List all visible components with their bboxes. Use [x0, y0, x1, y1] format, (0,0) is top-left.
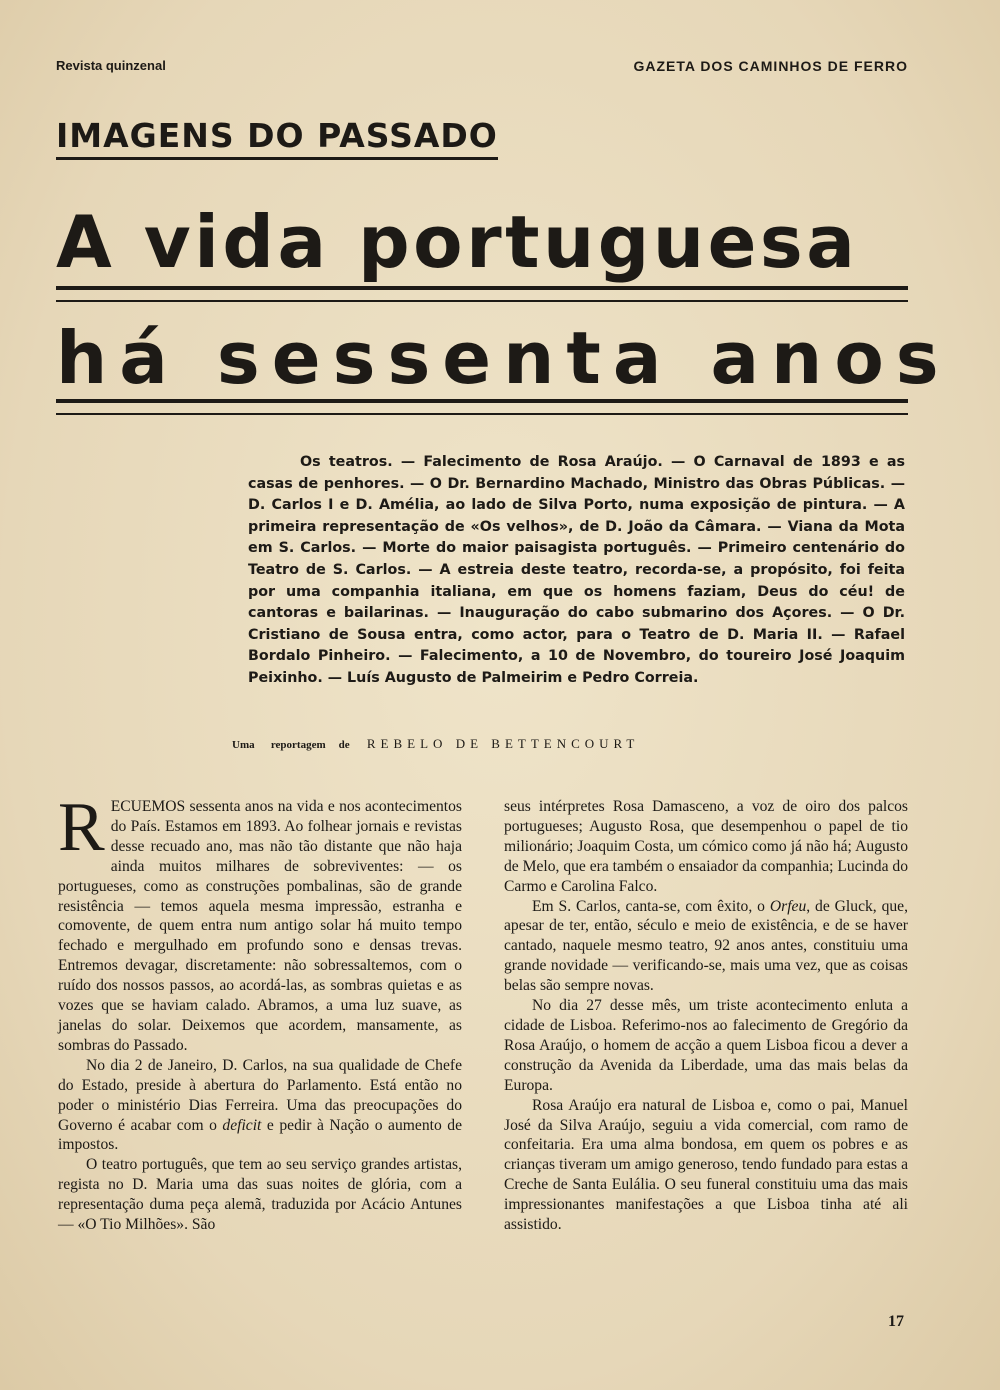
byline-prefix-1: Uma	[232, 739, 255, 751]
paragraph-text: No dia 2 de Janeiro, D. Carlos, na sua qualidade de Chefe do Estado, preside à abertura do Parlamento. Está então no poder o ministério Dias Ferreira. Uma das preocupações do Governo é acabar com o	[58, 1056, 462, 1134]
paragraph	[504, 897, 908, 997]
paragraph-text: e pedir à Nação o aumento de impostos.	[58, 1116, 462, 1154]
section-kicker: IMAGENS DO PASSADO	[56, 116, 498, 160]
paragraph: seus intérpretes Rosa Damasceno, a voz de oiro dos palcos portugueses; Augusto Rosa, que desempenhou o papel de tio milionário; Joaquim Costa, um cómico como já não há; Augusto de Melo, que era também o ensaiador da companhia; Lucinda do Carmo e Carolina Falco.	[504, 798, 908, 895]
emphasis: Orfeu	[769, 897, 807, 915]
summary-text: Os teatros. — Falecimento de Rosa Araújo. — O Carnaval de 1893 e as casas de penhores. — O Dr. Bernardino Machado, Ministro das Obras Públicas. — D. Carlos I e D. Amélia, ao lado de Silva Porto, numa exposição de pintura. — A primeira representação de «Os velhos», de D. João da Câmara. — Viana da Mota em S. Carlos. — Morte do maior paisagista português. — Primeiro centenário do Teatro de S. Carlos. — A estreia deste teatro, recorda-se, a propósito, foi feita por uma companhia italiana, em que os homens faziam, Deus do céu! de cantoras e bailarinas. — Inauguração do cabo submarino dos Açores. — O Dr. Cristiano de Sousa entra, como actor, para o Teatro de D. Maria II. — Rafael Bordalo Pinheiro. — Falecimento, a 10 de Novembro, do toureiro José Joaquim Peixinho. — Luís Augusto de Palmeirim e Pedro Correia.	[248, 454, 905, 686]
body-column-right	[504, 797, 908, 1235]
running-head	[56, 58, 908, 78]
page-number: 17	[888, 1313, 904, 1330]
byline-prefix-2: reportagem	[270, 739, 326, 751]
byline-prefix-3: de	[338, 739, 350, 751]
paragraph: No dia 27 desse mês, um triste acontecimento enluta a cidade de Lisboa. Referimo-nos ao falecimento de Gregório da Rosa Araújo, o homem de acção a quem Lisboa ficou a dever a construção da Avenida da Liberdade, uma das mais belas da Europa.	[504, 997, 908, 1094]
byline-author: REBELO DE BETTENCOURT	[366, 736, 640, 751]
paragraph-text: Em S. Carlos, canta-se, com êxito, o	[532, 897, 770, 915]
emphasis: deficit	[222, 1116, 262, 1134]
article-summary	[248, 452, 905, 690]
paragraph	[58, 789, 462, 1056]
paragraph-text: sessenta anos na vida e nos acontecimentos do País. Estamos em 1893. Ao folhear jornais e revistas desse recuado ano, mas não tão distante que não haja ainda muitos milhares de sobreviventes: — os portugueses, como as construções pombalinas, são de grande resistência — temos aquela mesma impressão, estranha e comovente, de quem entra num antigo solar há muito tempo fechado e mergulhado em profundo sono e densas trevas. Entremos devagar, discretamente: não sobressaltemos, com o ruído dos nossos passos, ao acordá-las, as sombras quietas e as vozes que se haviam calado. Abramos, a uma luz suave, as janelas do solar. Deixemos que acordem, mansamente, as sombras do Passado.	[58, 798, 462, 1054]
drop-cap: R	[58, 789, 105, 866]
headline-line-1: A vida portuguesa	[56, 200, 859, 284]
headline-rule-bottom	[56, 399, 908, 415]
byline	[232, 736, 639, 752]
paragraph: Rosa Araújo era natural de Lisboa e, como o pai, Manuel José da Silva Araújo, seguiu a vida comercial, com ramo de confeitaria. Era uma alma bondosa, em quem os pobres e as crianças tiveram um amigo generoso, tendo fundado para estas a Creche de Santa Eulália. O seu funeral constituiu uma das mais impressionantes manifestações a que Lisboa tinha até ali assistido.	[504, 1096, 908, 1234]
paragraph: O teatro português, que tem ao seu serviço grandes artistas, regista no D. Maria uma das suas noites de glória, com a representação duma peça alemã, traduzida por Acácio Antunes — «O Tio Milhões». São	[58, 1156, 462, 1234]
paragraph	[58, 1056, 462, 1156]
headline-rule-top	[56, 286, 908, 302]
body-column-left	[58, 789, 462, 1235]
publication-title: GAZETA DOS CAMINHOS DE FERRO	[633, 58, 908, 74]
headline-line-2: há sessenta anos	[56, 316, 951, 400]
publication-frequency: Revista quinzenal	[56, 58, 166, 73]
lead-caps: ECUEMOS	[110, 798, 186, 815]
paragraph-text: , de Gluck, que, apesar de ter, então, século e meio de existência, e de se haver cantado, naquele mesmo teatro, 92 anos antes, constituiu uma grande novidade — verificando-se, mais uma vez, que as coisas belas são sempre novas.	[504, 897, 908, 995]
